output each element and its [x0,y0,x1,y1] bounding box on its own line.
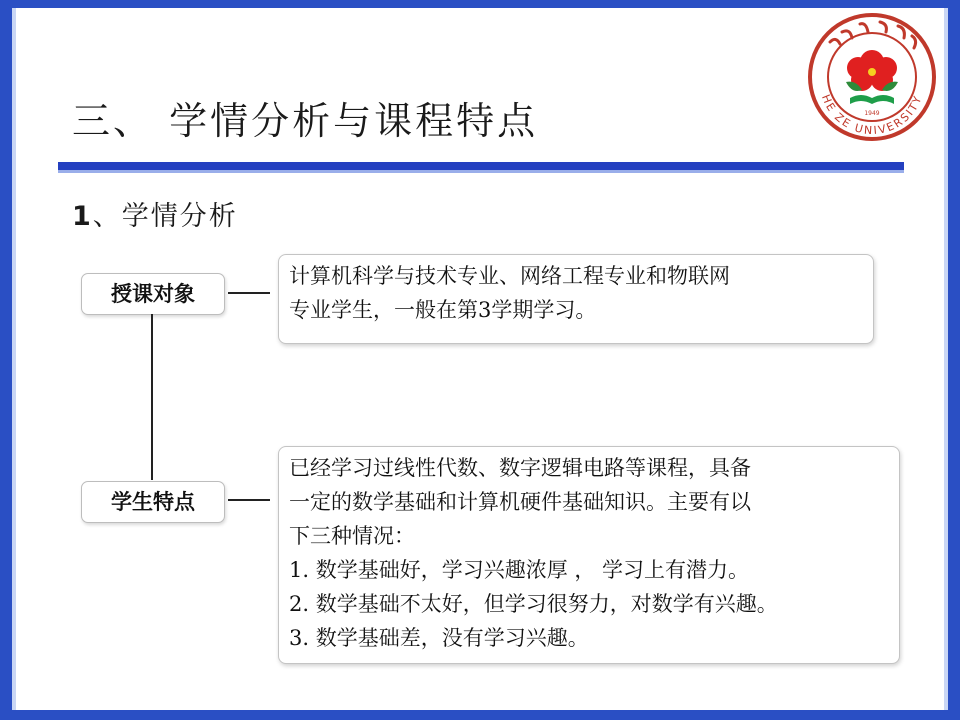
description-line: 计算机科学与技术专业、网络工程专业和物联网 [289,264,730,288]
section-heading-text: 、学情分析 [92,201,238,232]
description-line: 2. 数学基础不太好，但学习很努力，对数学有兴趣。 [289,592,778,616]
connector-vertical [151,314,153,480]
university-seal-icon [802,12,942,142]
connector-item2 [228,499,270,501]
slide-frame-left [0,0,12,720]
description-teaching-target [278,254,874,344]
title-divider [58,162,904,170]
description-line: 专业学生，一般在第3学期学习。 [289,298,597,322]
description-line: 已经学习过线性代数、数字逻辑电路等课程，具备 [289,456,751,480]
slide-frame-top [0,0,960,8]
slide-frame-right [948,0,960,720]
title-divider-shadow [58,170,904,173]
description-line: 1. 数学基础好，学习兴趣浓厚 ， 学习上有潜力。 [289,558,750,582]
label-student-characteristics: 学生特点 [81,481,225,523]
svg-text:1949: 1949 [864,110,880,117]
label-teaching-target: 授课对象 [81,273,225,315]
section-heading [72,194,238,233]
description-line: 下三种情况： [289,524,415,548]
section-number: 1 [72,201,93,232]
logo-university-name: HE ZE UNIVERSITY [818,92,925,138]
connector-item1 [228,292,270,294]
description-line: 一定的数学基础和计算机硬件基础知识。主要有以 [289,490,751,514]
description-line: 3. 数学基础差，没有学习兴趣。 [289,626,589,650]
slide-frame-bottom [0,710,960,720]
slide-frame-left-accent [12,8,16,710]
slide-title: 三、 学情分析与课程特点 [72,99,539,143]
slide-frame-right-accent [944,8,948,710]
description-student-characteristics [278,446,900,664]
